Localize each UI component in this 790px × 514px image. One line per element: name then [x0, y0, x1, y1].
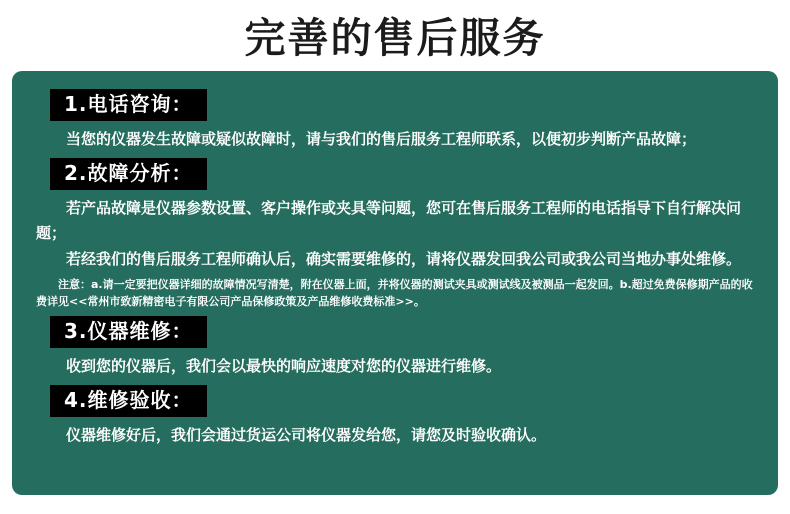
section-paragraph: 若经我们的售后服务工程师确认后，确实需要维修的，请将仪器发回我公司或我公司当地办事处维修。: [66, 250, 742, 269]
section-heading: 3.仪器维修：: [50, 316, 207, 348]
service-section-fault-analysis: [30, 154, 760, 310]
page-title: 完善的售后服务: [244, 14, 546, 62]
section-note: 注意：a.请一定要把仪器详细的故障情况写清楚，附在仪器上面，并将仪器的测试夹具或测试线及被测品一起发回。b.超过免费保修期产品的收费详见<<常州市致新精密电子有限公司产品保修政策及产品维修收费标准>>。: [36, 278, 753, 309]
section-heading: 4.维修验收：: [50, 385, 207, 417]
section-paragraph: 仪器维修好后，我们会通过货运公司将仪器发给您，请您及时验收确认。: [66, 425, 547, 444]
section-paragraph: 收到您的仪器后，我们会以最快的响应速度对您的仪器进行维修。: [66, 357, 502, 376]
section-heading: 2.故障分析：: [50, 158, 207, 190]
service-section-instrument-repair: [30, 312, 760, 379]
section-paragraph: 当您的仪器发生故障或疑似故障时，请与我们的售后服务工程师联系，以便初步判断产品故障；: [66, 130, 697, 149]
service-section-phone-consultation: [30, 85, 760, 152]
section-paragraph: 若产品故障是仪器参数设置、客户操作或夹具等问题，您可在售后服务工程师的电话指导下自行解决问题；: [36, 198, 742, 242]
service-section-repair-acceptance: [30, 381, 760, 448]
after-sales-service-panel: [12, 71, 778, 495]
section-heading: 1.电话咨询：: [50, 89, 207, 121]
